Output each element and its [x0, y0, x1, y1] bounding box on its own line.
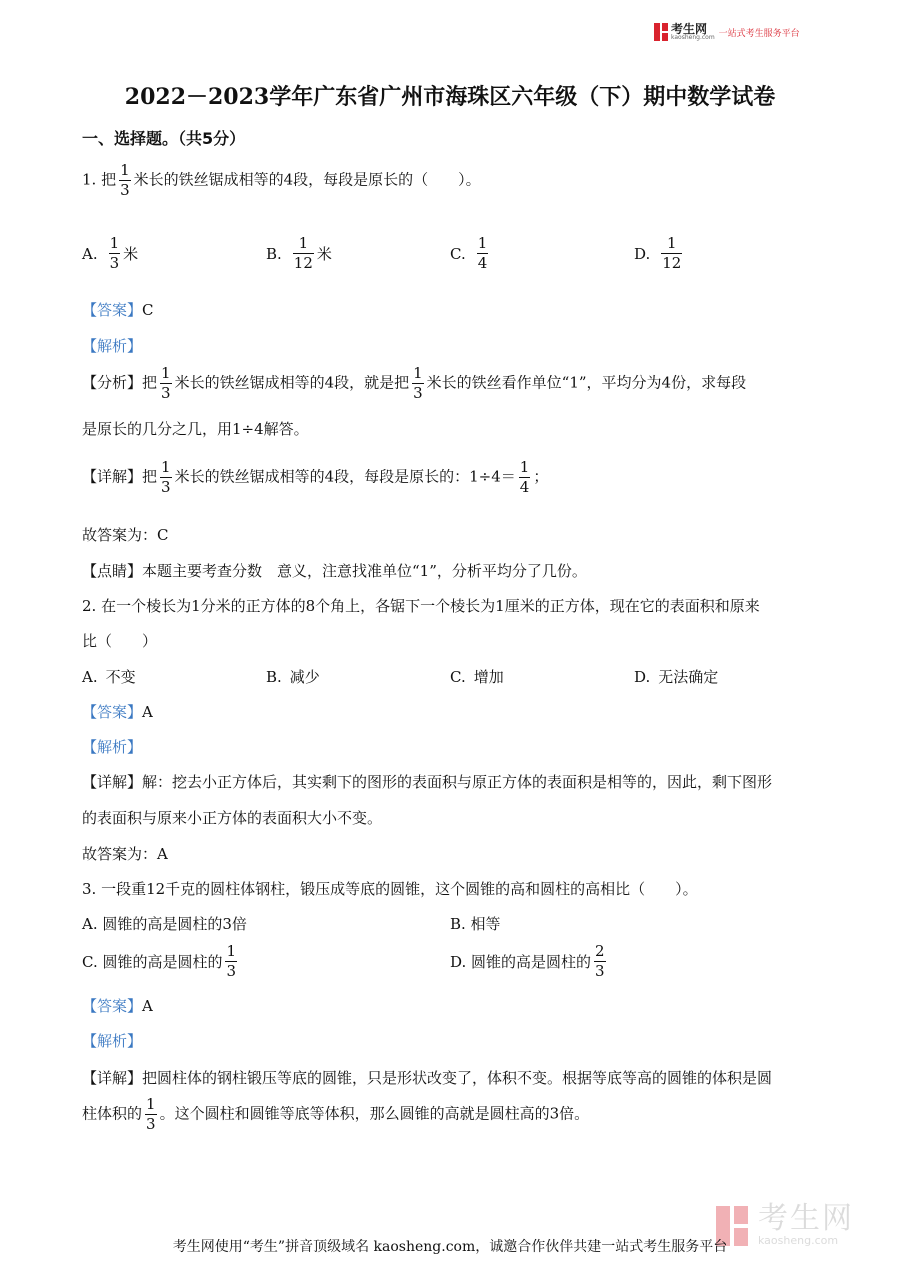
q1-option-b: B. $\frac{1}{12}$ 米 [266, 234, 332, 272]
q1-option-c: C. $\frac{1}{4}$ [450, 234, 488, 272]
q3-detail: 【详解】把圆柱体的钢柱锻压等底的圆锥，只是形状改变了，体积不变。根据等底等高的圆锥的体积是圆 [82, 1069, 773, 1087]
logo-name: 考生网 [671, 22, 708, 36]
q2-option-c: C. 增加 [450, 668, 504, 686]
q3-option-b: B. 相等 [450, 915, 501, 933]
q3-answer: 【答案】A [82, 997, 153, 1015]
watermark-name: 考生网 [758, 1201, 854, 1236]
question-1-stem: 1. 把 $\frac{1}{3}$ 米长的铁丝锯成相等的4段，每段是原长的（ ）。 [82, 161, 481, 199]
q1-option-d: D. $\frac{1}{12}$ [634, 234, 682, 272]
logo-slogan: 一站式考生服务平台 [718, 28, 800, 39]
q1-answer: 【答案】C [82, 301, 154, 319]
q2-analysis-tag: 【解析】 [82, 738, 143, 756]
q1-analysis-tag: 【解析】 [82, 337, 143, 355]
q2-detail-line2: 的表面积与原来小正方体的表面积大小不变。 [82, 809, 383, 827]
page-footer: 考生网使用“考生”拼音顶级域名 kaosheng.com，诚邀合作伙伴共建一站式考生服务平台 [172, 1239, 728, 1255]
watermark-domain: kaosheng.com [758, 1234, 839, 1247]
q1-detail: 【详解】把 $\frac{1}{3}$ 米长的铁丝锯成相等的4段，每段是原长的：1÷4＝ $\frac{1}{4}$ ； [82, 458, 549, 496]
q1-option-a: A. $\frac{1}{3}$ 米 [82, 234, 139, 272]
q3-detail-line2: 柱体积的 $\frac{1}{3}$ 。这个圆柱和圆锥等底等体积，那么圆锥的高就是圆柱高的3倍。 [82, 1095, 590, 1133]
logo-domain: kaosheng.com [671, 34, 715, 41]
question-2-stem-line2: 比（ ） [82, 632, 158, 650]
section-heading: 一、选择题。（共5分） [82, 129, 246, 148]
q1-conclusion: 故答案为：C [82, 526, 169, 544]
header-logo [654, 22, 800, 42]
logo-icon [654, 23, 668, 41]
q2-answer: 【答案】A [82, 703, 153, 721]
page-title: 2022－2023学年广东省广州市海珠区六年级（下）期中数学试卷 [124, 84, 776, 110]
question-2-stem: 2. 在一个棱长为1分米的正方体的8个角上，各锯下一个棱长为1厘米的正方体，现在它的表面积和原来 [82, 597, 760, 615]
q3-analysis-tag: 【解析】 [82, 1032, 143, 1050]
q2-conclusion: 故答案为：A [82, 845, 168, 863]
q2-option-a: A. 不变 [82, 668, 136, 686]
q1-point: 【点睛】本题主要考查分数 意义，注意找准单位“1”，分析平均分了几份。 [82, 562, 587, 580]
q2-detail: 【详解】解：挖去小正方体后，其实剩下的图形的表面积与原正方体的表面积是相等的，因此，剩下图形 [82, 773, 773, 791]
fraction: $\frac{1}{3}$ [120, 161, 130, 199]
q1-fenxi-line2: 是原长的几分之几，用1÷4解答。 [82, 420, 309, 438]
q3-option-d: D. 圆锥的高是圆柱的 $\frac{2}{3}$ [450, 942, 605, 980]
q2-option-d: D. 无法确定 [634, 668, 719, 686]
q1-fenxi: 【分析】把 $\frac{1}{3}$ 米长的铁丝锯成相等的4段，就是把 $\frac{1}{3}$ 米长的铁丝看作单位“1”，平均分为4份，求每段 [82, 364, 747, 402]
question-3-stem: 3. 一段重12千克的圆柱体钢柱，锻压成等底的圆锥，这个圆锥的高和圆柱的高相比（ ）。 [82, 880, 698, 898]
q3-option-a: A. 圆锥的高是圆柱的3倍 [82, 915, 247, 933]
q2-option-b: B. 减少 [266, 668, 320, 686]
q3-option-c: C. 圆锥的高是圆柱的 $\frac{1}{3}$ [82, 942, 237, 980]
